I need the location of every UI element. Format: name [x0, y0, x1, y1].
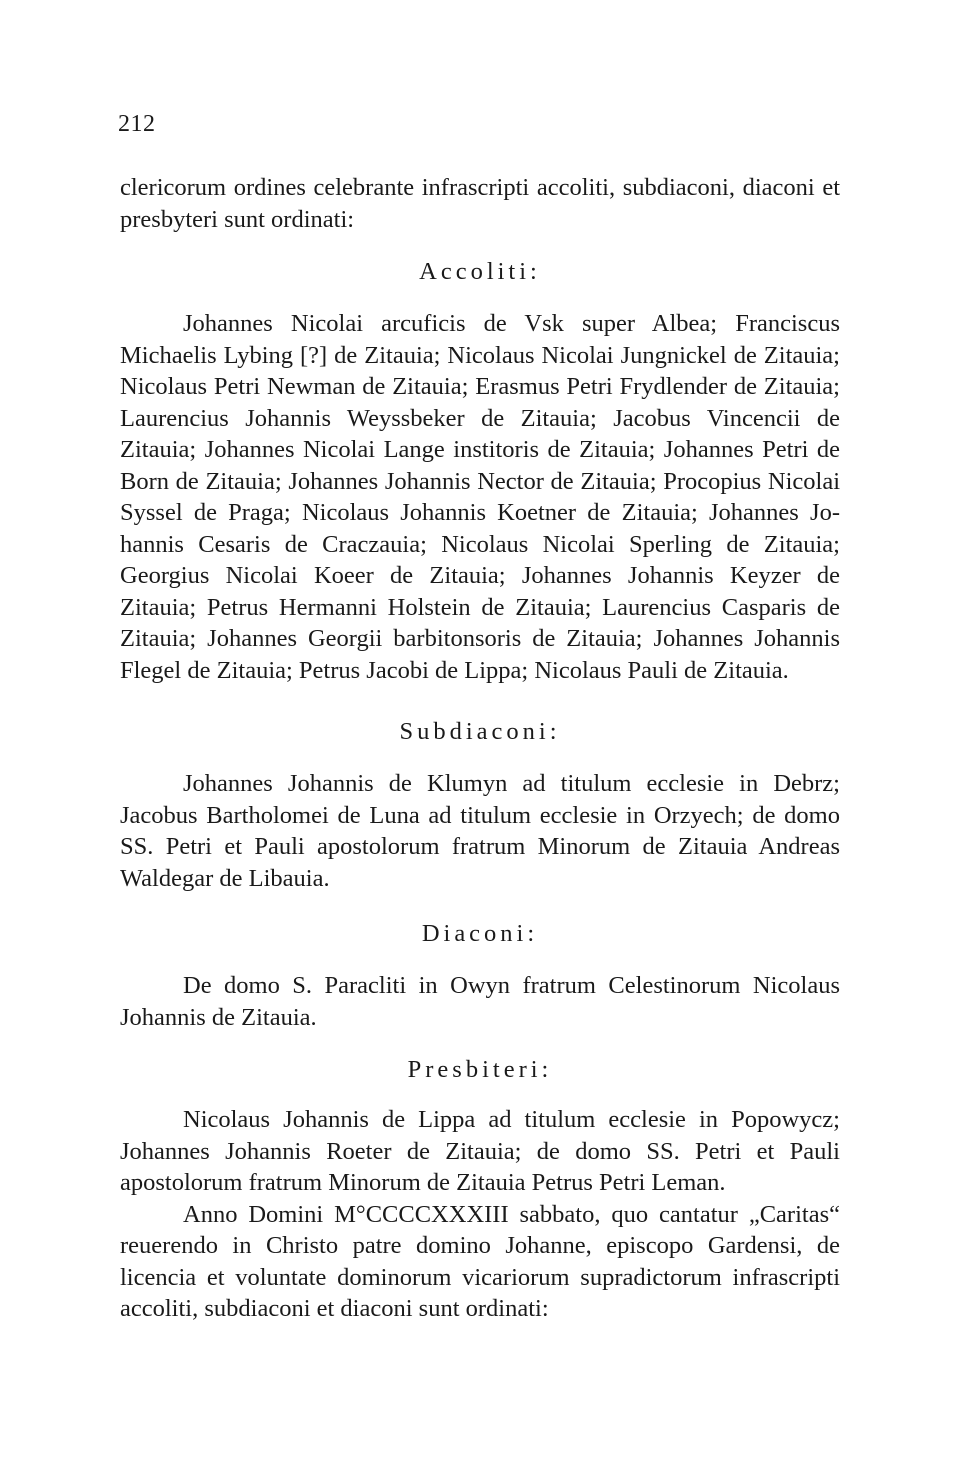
section-body-subdiaconi — [120, 768, 840, 894]
opening-text: clericorum ordines celebrante infrascripti accoliti, subdiaconi, diaconi et presbyteri sunt ordinati: — [120, 174, 840, 233]
section-heading-presbiteri: Presbiteri: — [407, 1056, 553, 1083]
section-heading-subdiaconi: Subdiaconi: — [399, 718, 561, 745]
page-number: 212 — [118, 111, 156, 137]
section-heading-accoliti: Accoliti: — [419, 258, 541, 285]
opening-paragraph — [120, 172, 840, 235]
presbiteri-text: Nicolaus Johannis de Lippa ad titulum ecclesie in Popowycz; Johannes Johannis Roeter de Zitauia; de domo SS. Petri et Pauli apostolorum fratrum Minorum de Zitauia Petrus Petri Leman. — [120, 1106, 840, 1196]
accoliti-text: Johannes Nicolai arcuficis de Vsk super Albea; Franciscus Michaelis Lybing [?] de Zitauia; Nicolaus Nicolai Jungnickel de Zitauia; Nicolaus Petri Newman de Zitauia; Erasmus Petri Frydlender de Zitauia; Laurencius Johannis Weyssbeker de Zitauia; Jacobus Vincencii de Zitauia; Johannes Nicolai Lange institoris de Zitauia; Johannes Petri de Born de Zitauia; Johannes Johannis Nector de Zitauia; Procopius Nicolai Syssel de Praga; Nicolaus Johannis Koetner de Zitauia; Johannes Johannis Cesaris de Craczauia; Nicolaus Nicolai Sperling de Zitauia; Georgius Nicolai Koeer de Zitauia; Johannes Johannis Keyzer de Zitauia; Petrus Hermanni Holstein de Zitauia; Laurencius Casparis de Zitauia; Johannes Georgii barbitonsoris de Zitauia; Johannes Johannis Flegel de Zitauia; Petrus Jacobi de Lippa; Nicolaus Pauli de Zitauia. — [120, 310, 840, 684]
section-heading-diaconi: Diaconi: — [421, 920, 539, 947]
section-body-presbiteri — [120, 1104, 840, 1325]
anno-domini-paragraph: Anno Domini M°CCCCXXXIII sabbato, quo cantatur „Caritas“ reuerendo in Christo patre domino Johanne, episcopo Gardensi, de licencia et voluntate dominorum vicariorum supradictorum infrascripti accoliti, subdiaconi et diaconi sunt ordinati: — [120, 1200, 840, 1322]
subdiaconi-text: Johannes Johannis de Klumyn ad titulum ecclesie in Debrz; Jacobus Bartholomei de Luna ad titulum ecclesie in Orzyech; de domo SS. Petri et Pauli apostolorum fratrum Minorum de Zitauia Andreas Waldegar de Libauia. — [120, 770, 840, 892]
section-body-diaconi — [120, 970, 840, 1033]
diaconi-text: De domo S. Paracliti in Owyn fratrum Celestinorum Nicolaus Johannis de Zitauia. — [120, 972, 840, 1031]
section-body-accoliti — [120, 308, 840, 686]
